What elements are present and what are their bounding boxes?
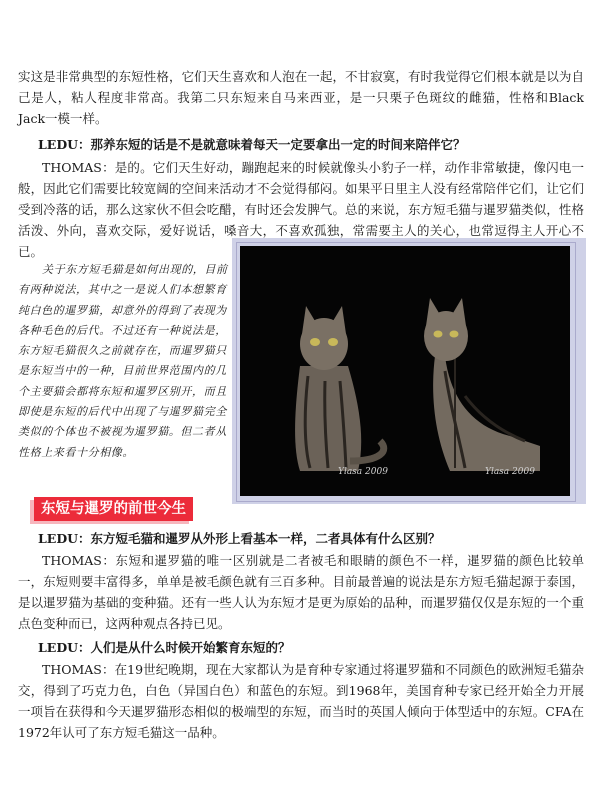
- question-2: LEDU：东方短毛猫和暹罗从外形上看基本一样，二者具体有什么区别？: [38, 531, 441, 546]
- photo-frame: [236, 242, 576, 502]
- signature-right: Ylasa 2009: [485, 467, 535, 477]
- answer-2: THOMAS：东短和暹罗猫的唯一区别就是二者被毛和眼睛的颜色不一样，暹罗猫的颜色比较单一，东短则要丰富得多，单单是被毛颜色就有三百多种。目前最普遍的说法是东方短毛猫起源于泰国，是以暹罗猫为基础的变种猫。还有一些人认为东短才是更为原始的品种，而暹罗猫仅仅是东短的一个重点色变种而已，这两种观点各持已见。: [18, 553, 584, 631]
- question-3: LEDU：人们是从什么时候开始繁育东短的？: [38, 640, 291, 655]
- section-heading: [34, 497, 193, 521]
- intro-paragraph: 实这是非常典型的东短性格，它们天生喜欢和人泡在一起，不甘寂寞，有时我觉得它们根本就是以为自己是人，粘人程度非常高。我第二只东短来自马来西亚，是一只栗子色斑纹的雌猫，性格和Black Jack一模一样。: [18, 69, 584, 126]
- question-1: LEDU：那养东短的话是不是就意味着每天一定要拿出一定的时间来陪伴它？: [38, 137, 466, 152]
- signature-left: Ylasa 2009: [338, 467, 388, 477]
- sidebar-note: 关于东方短毛猫是如何出现的，目前有两种说法，其中之一是说人们本想繁育纯白色的暹罗猫，却意外的得到了表现为各种毛色的后代。不过还有一种说法是，东方短毛猫很久之前就存在，而暹罗猫只是东短当中的一种，目前世界范围内的几个主要猫会都将东短和暹罗区别开，而且即使是东短的后代中出现了与暹罗猫完全类似的个体也不被视为暹罗猫。但二者从性格上来看十分相像。: [18, 263, 228, 459]
- section-heading-text: 东短与暹罗的前世今生: [41, 501, 186, 517]
- cat-photo-panel: [232, 238, 586, 504]
- answer-1: THOMAS：是的。它们天生好动，蹦跑起来的时候就像头小豹子一样，动作非常敏捷，像闪电一般，因此它们需要比较宽阔的空间来活动才不会觉得郁闷。如果平日里主人没有经常陪伴它们，让它们受到冷落的话，那么这家伙不但会吃醋，有时还会发脾气。总的来说，东方短毛猫与暹罗猫类似，性格活泼、外向，喜欢交际，爱好说话，嗓音大，不喜欢孤独，常需要主人的关心，也常逗得主人开心不已。: [18, 160, 584, 259]
- answer-3: THOMAS：在19世纪晚期，现在大家都认为是育种专家通过将暹罗猫和不同颜色的欧洲短毛猫杂交，得到了巧克力色，白色（异国白色）和蓝色的东短。到1968年，美国育种专家已经开始全力开展一项旨在获得和今天暹罗猫形态相似的极端型的东短，而当时的英国人倾向于体型适中的东短。CFA在1972年认可了东方短毛猫这一品种。: [18, 662, 584, 740]
